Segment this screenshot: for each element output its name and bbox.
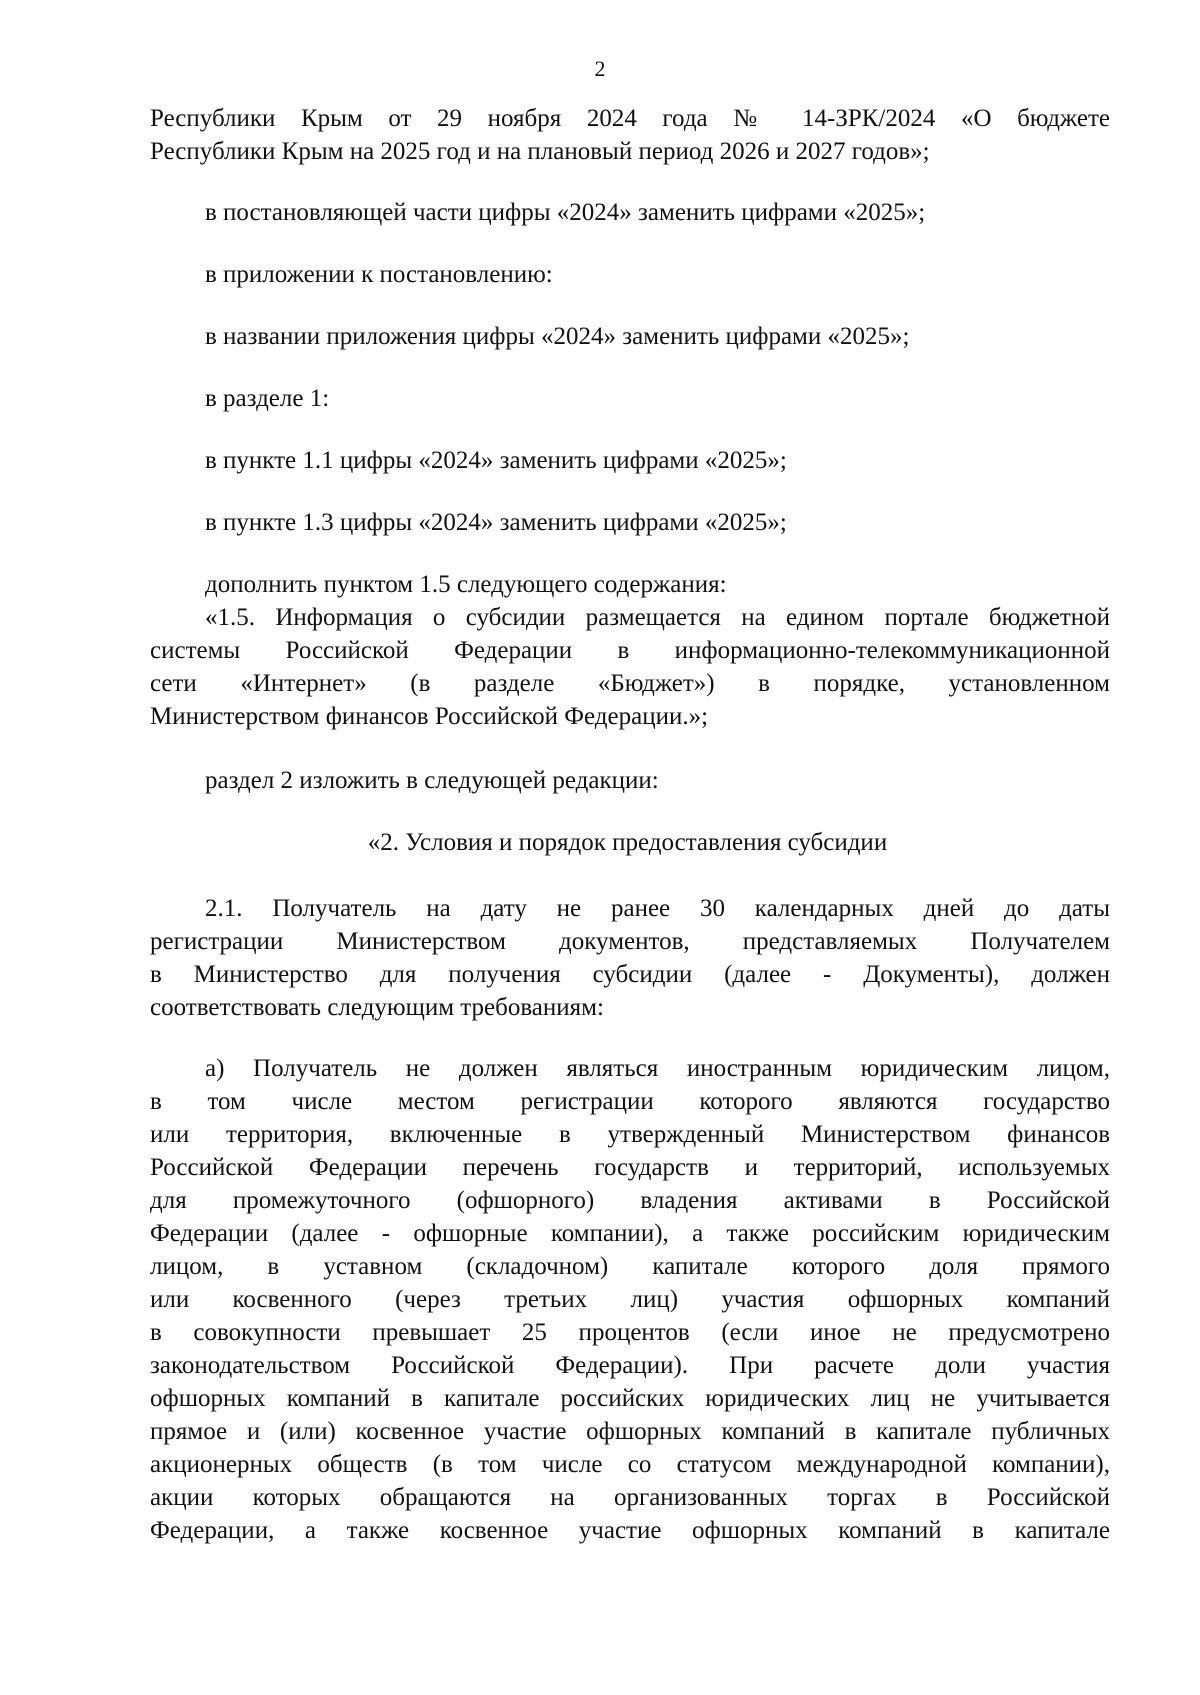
text-line: прямое и (или) косвенное участие офшорных компаний в капитале публичных [150, 1418, 1110, 1445]
paragraph-p3 [150, 320, 1110, 353]
text-line: а) Получатель не должен являться иностранным юридическим лицом, [205, 1055, 1110, 1082]
text-line: или территория, включенные в утвержденный Министерством финансов [150, 1121, 1110, 1148]
paragraph-p7 [150, 568, 1110, 601]
text-line: Федерации (далее - офшорные компании), а также российским юридическим [150, 1220, 1110, 1247]
paragraph-a [150, 1052, 1110, 1547]
text-line: сети «Интернет» (в разделе «Бюджет») в порядке, установленном [150, 670, 1110, 697]
text-line: 2.1. Получатель на дату не ранее 30 календарных дней до даты [205, 895, 1110, 922]
paragraph-p4 [150, 382, 1110, 415]
text-line: для промежуточного (офшорного) владения активами в Российской [150, 1187, 1110, 1214]
text-line: Федерации, а также косвенное участие офшорных компаний в капитале [150, 1517, 1110, 1544]
text-line: акции которых обращаются на организованных торгах в Российской [150, 1484, 1110, 1511]
page-number: 2 [594, 56, 606, 81]
paragraph-intro [150, 102, 1110, 168]
paragraph-2-1 [150, 892, 1110, 1024]
text-line: системы Российской Федерации в информационно-телекоммуникационной [150, 637, 1110, 664]
text-line: Республики Крым на 2025 год и на плановый период 2026 и 2027 годов»; [150, 138, 930, 165]
text-line: в том числе местом регистрации которого являются государство [150, 1088, 1110, 1115]
text-line: Республики Крым от 29 ноября 2024 года № 14-ЗРК/2024 «О бюджете [150, 105, 1110, 132]
text-line: «1.5. Информация о субсидии размещается на едином портале бюджетной [205, 604, 1110, 631]
text-line: в совокупности превышает 25 процентов (если иное не предусмотрено [150, 1319, 1110, 1346]
text-line: или косвенного (через третьих лиц) участия офшорных компаний [150, 1286, 1110, 1313]
paragraph-p1 [150, 196, 1110, 229]
text-line: в разделе 1: [205, 385, 330, 412]
text-line: в приложении к постановлению: [205, 261, 553, 288]
text-line: в постановляющей части цифры «2024» заменить цифрами «2025»; [205, 199, 926, 226]
text-line: в Министерство для получения субсидии (далее - Документы), должен [150, 961, 1110, 988]
text-line: регистрации Министерством документов, представляемых Получателем [150, 928, 1110, 955]
text-line: соответствовать следующим требованиям: [150, 994, 604, 1021]
paragraph-p5 [150, 444, 1110, 477]
section-heading: «2. Условия и порядок предоставления субсидии [367, 829, 888, 856]
text-line: в пункте 1.3 цифры «2024» заменить цифрами «2025»; [205, 509, 787, 536]
text-line: Министерством финансов Российской Федерации.»; [150, 703, 709, 730]
text-line: лицом, в уставном (складочном) капитале которого доля прямого [150, 1253, 1110, 1280]
text-line: акционерных обществ (в том числе со статусом международной компании), [150, 1451, 1110, 1478]
paragraph-p6 [150, 506, 1110, 539]
text-line: в пункте 1.1 цифры «2024» заменить цифрами «2025»; [205, 447, 787, 474]
text-line: Российской Федерации перечень государств и территорий, используемых [150, 1154, 1110, 1181]
text-line: в названии приложения цифры «2024» заменить цифрами «2025»; [205, 323, 910, 350]
paragraph-1-5 [150, 601, 1110, 733]
text-line: раздел 2 изложить в следующей редакции: [205, 767, 659, 794]
text-line: законодательством Российской Федерации). При расчете доли участия [150, 1352, 1110, 1379]
paragraph-p2 [150, 258, 1110, 291]
text-line: дополнить пунктом 1.5 следующего содержания: [205, 571, 727, 598]
paragraph-p9 [150, 764, 1110, 797]
text-line: офшорных компаний в капитале российских юридических лиц не учитывается [150, 1385, 1110, 1412]
